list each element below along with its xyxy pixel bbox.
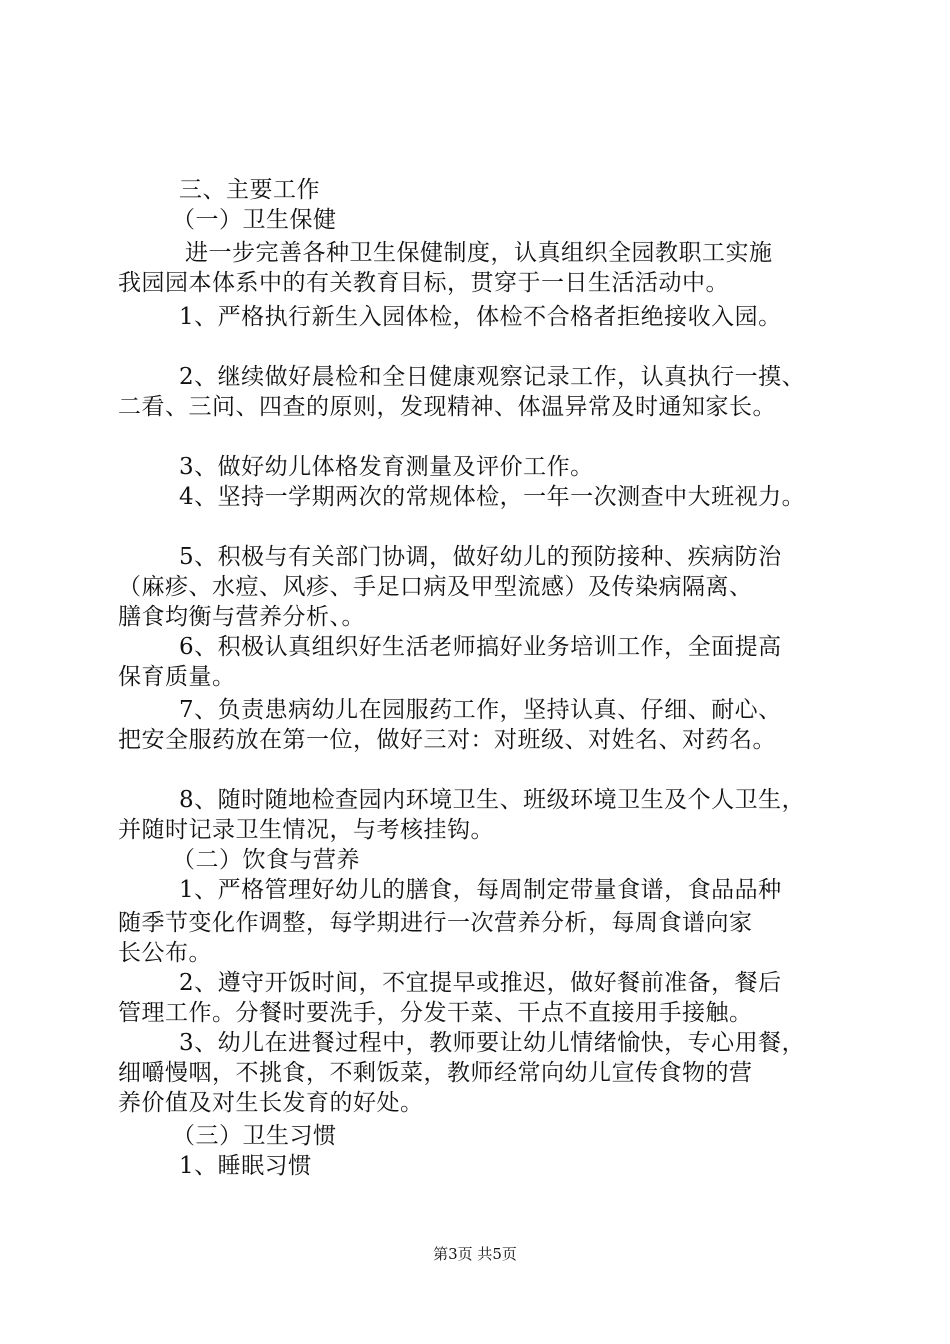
list-item-continuation: 把安全服药放在第一位，做好三对：对班级、对姓名、对药名。 [118, 727, 776, 753]
list-item-continuation: 膳食均衡与营养分析、。 [118, 604, 365, 630]
list-item: 2、继续做好晨检和全日健康观察记录工作，认真执行一摸、 [179, 364, 806, 390]
list-item-continuation: 细嚼慢咽，不挑食，不剩饭菜，教师经常向幼儿宣传食物的营 [118, 1060, 753, 1086]
list-item-continuation: 二看、三问、四查的原则，发现精神、体温异常及时通知家长。 [118, 394, 776, 420]
section-heading-habits: （三）卫生习惯 [172, 1123, 337, 1149]
list-item-continuation: 并随时记录卫生情况，与考核挂钩。 [118, 817, 494, 843]
page-number-footer: 第3页 共5页 [433, 1245, 517, 1263]
list-item: 1、睡眠习惯 [179, 1153, 312, 1179]
list-item-continuation: 养价值及对生长发育的好处。 [118, 1090, 424, 1116]
list-item: 5、积极与有关部门协调，做好幼儿的预防接种、疾病防治 [179, 544, 782, 570]
list-item-continuation: 管理工作。分餐时要洗手，分发干菜、干点不直接用手接触。 [118, 1000, 753, 1026]
list-item: 6、积极认真组织好生活老师搞好业务培训工作，全面提高 [179, 634, 782, 660]
main-heading: 三、主要工作 [179, 177, 320, 203]
list-item: 3、做好幼儿体格发育测量及评价工作。 [179, 454, 594, 480]
paragraph-line: 我园园本体系中的有关教育目标，贯穿于一日生活活动中。 [118, 270, 729, 296]
paragraph-line: 进一步完善各种卫生保健制度，认真组织全园教职工实施 [185, 240, 773, 266]
list-item: 2、遵守开饭时间，不宜提早或推迟，做好餐前准备，餐后 [179, 970, 782, 996]
section-heading-hygiene: （一）卫生保健 [172, 207, 337, 233]
list-item: 3、幼儿在进餐过程中，教师要让幼儿情绪愉快，专心用餐， [179, 1030, 806, 1056]
list-item: 7、负责患病幼儿在园服药工作，坚持认真、仔细、耐心、 [179, 697, 782, 723]
list-item-continuation: 保育质量。 [118, 664, 236, 690]
list-item-continuation: （麻疹、水痘、风疹、手足口病及甲型流感）及传染病隔离、 [118, 574, 753, 600]
list-item: 8、随时随地检查园内环境卫生、班级环境卫生及个人卫生， [179, 787, 806, 813]
list-item: 4、坚持一学期两次的常规体检，一年一次测查中大班视力。 [179, 484, 806, 510]
list-item-continuation: 长公布。 [118, 940, 212, 966]
list-item: 1、严格执行新生入园体检，体检不合格者拒绝接收入园。 [179, 304, 782, 330]
section-heading-nutrition: （二）饮食与营养 [172, 847, 360, 873]
list-item-continuation: 随季节变化作调整，每学期进行一次营养分析，每周食谱向家 [118, 910, 753, 936]
list-item: 1、严格管理好幼儿的膳食，每周制定带量食谱，食品品种 [179, 877, 782, 903]
